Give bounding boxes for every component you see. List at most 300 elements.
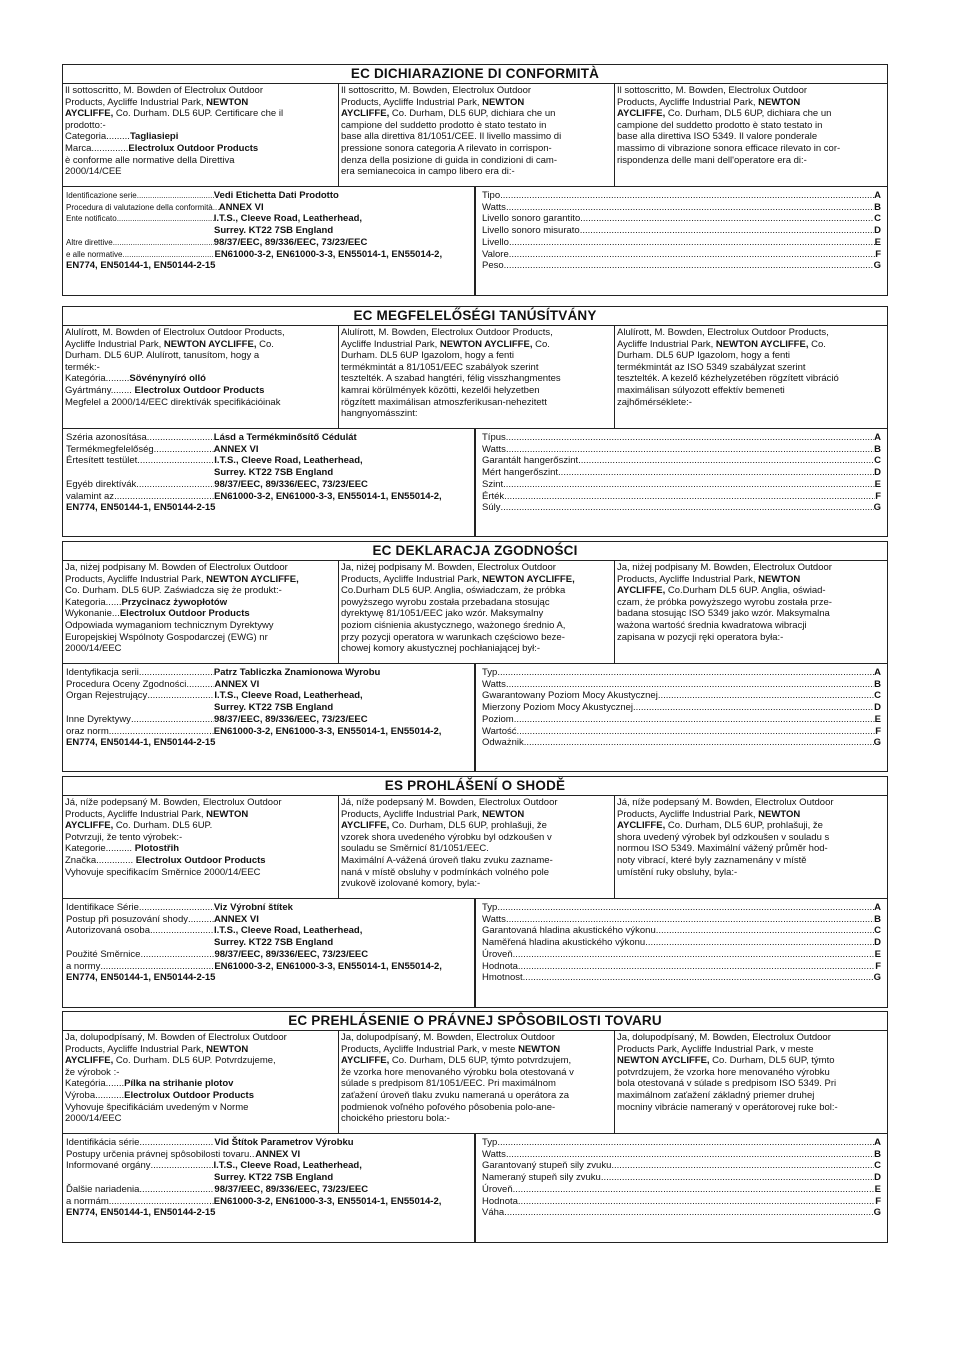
row-label: Identyfikacja serii bbox=[66, 667, 139, 678]
standards-continuation bbox=[66, 260, 471, 272]
measurement-row bbox=[482, 1196, 881, 1208]
measurement-row bbox=[482, 444, 881, 456]
dot-leader bbox=[518, 1196, 875, 1208]
declaration-line bbox=[617, 608, 885, 620]
bold-text: NEWTON AYCLIFFE, bbox=[439, 338, 533, 350]
bold-text: Electrolux Outdoor Products bbox=[135, 854, 266, 866]
measurement-letter: E bbox=[874, 713, 881, 725]
bold-text: NEWTON bbox=[758, 573, 801, 585]
measurement-row bbox=[482, 467, 881, 479]
line-text: Kategoria...... bbox=[65, 596, 122, 608]
certification-row bbox=[66, 479, 471, 491]
row-value: EN61000-3-2, EN61000-3-3, EN55014-1, EN55014-2, bbox=[213, 725, 442, 737]
declaration-line bbox=[341, 1113, 612, 1125]
declaration-line bbox=[617, 373, 885, 385]
dot-leader bbox=[506, 444, 874, 456]
declaration-line bbox=[65, 85, 336, 97]
line-text: Kategória....... bbox=[65, 1078, 125, 1090]
dot-leader bbox=[504, 260, 874, 272]
line-text: maximálisan súlyozott effektív bemeneti bbox=[617, 384, 785, 396]
declaration-line bbox=[341, 97, 612, 109]
line-text: Megfelel a 2000/14/EEC direktívák specifikációinak bbox=[65, 396, 281, 408]
line-text: Kategorie.......... bbox=[65, 843, 135, 855]
measurement-letter: D bbox=[874, 1172, 881, 1184]
row-label: Postupy určenia právnej spôsobilosti tovaru bbox=[66, 1148, 250, 1160]
declaration-line bbox=[341, 131, 612, 143]
line-text: Co. Durham, DL5 6UP, prohlašuji, že bbox=[389, 820, 547, 832]
declaration-line bbox=[341, 843, 612, 855]
line-text: Marca.............. bbox=[65, 142, 129, 154]
certification-row bbox=[66, 1160, 471, 1172]
address-text: Surrey. KT22 7SB England bbox=[214, 937, 334, 949]
declaration-line bbox=[617, 120, 885, 132]
row-value: ANNEX VI bbox=[214, 913, 259, 925]
bold-text: AYCLIFFE, bbox=[341, 820, 390, 832]
declaration-line bbox=[341, 809, 612, 821]
declaration-section bbox=[62, 541, 888, 772]
measurement-label: Hodnota bbox=[482, 1195, 518, 1207]
dot-leader bbox=[114, 491, 214, 503]
line-text: Products, Aycliffe Industrial Park, bbox=[65, 808, 207, 820]
dot-leader bbox=[497, 902, 874, 914]
declaration-line bbox=[65, 1067, 336, 1079]
declaration-line bbox=[65, 373, 336, 385]
measurement-label: Gwarantowany Poziom Mocy Akustycznej bbox=[482, 690, 658, 702]
bold-text: NEWTON bbox=[518, 1043, 561, 1055]
bold-text: AYCLIFFE, bbox=[617, 820, 666, 832]
measurement-label: Váha bbox=[482, 1207, 505, 1219]
declaration-line bbox=[65, 1102, 336, 1114]
declaration-line bbox=[65, 1090, 336, 1102]
declaration-line bbox=[341, 1067, 612, 1079]
declaration-line bbox=[341, 632, 612, 644]
measurement-letter: A bbox=[874, 1137, 881, 1148]
bold-text: NEWTON bbox=[482, 808, 525, 820]
row-value: I.T.S., Cleeve Road, Leatherhead, bbox=[213, 925, 363, 937]
line-text: era semianecoica in campo libero era di:- bbox=[341, 166, 515, 178]
measurement-rows bbox=[476, 664, 887, 772]
declaration-line bbox=[65, 643, 336, 655]
bold-text: NEWTON bbox=[482, 96, 525, 108]
declaration-line bbox=[617, 339, 885, 351]
dot-leader bbox=[601, 1172, 874, 1184]
measurement-rows bbox=[476, 1134, 887, 1243]
line-text: Alulírott, M. Bowden, Electrolux Outdoor Products, bbox=[341, 327, 553, 338]
line-text: poziom ciśnienia akustycznego, ważonego średnio A, bbox=[341, 619, 566, 631]
dot-leader bbox=[513, 949, 875, 961]
row-label: Egyéb direktívák bbox=[66, 478, 137, 490]
row-value: Vid Štítok Parametrov Výrobku bbox=[214, 1137, 354, 1148]
line-text: zaťažení úroveň tlaku zvuku nameraná u operátora za bbox=[341, 1089, 570, 1101]
declaration-columns bbox=[63, 326, 887, 429]
dot-leader bbox=[186, 679, 214, 691]
line-text: è conforme alle normative della Direttiva bbox=[65, 154, 235, 166]
declaration-line bbox=[341, 574, 612, 586]
line-text: chowej komory akustycznej pochłaniającej był:- bbox=[341, 643, 541, 655]
row-label: Termékmegfelelőség bbox=[66, 443, 154, 455]
line-text: Gyártmány........ bbox=[65, 384, 135, 396]
declaration-line bbox=[617, 1032, 885, 1044]
dot-leader bbox=[137, 190, 214, 202]
certification-row bbox=[66, 491, 471, 503]
line-text: Co. Durham, DL5 6UP, týmto bbox=[709, 1055, 835, 1067]
line-text: Ja, niżej podpisany M. Bowden, Electrolux Outdoor bbox=[617, 562, 832, 573]
certification-row bbox=[66, 726, 471, 738]
dot-leader bbox=[109, 726, 214, 738]
certification-row bbox=[66, 949, 471, 961]
measurement-letter: G bbox=[873, 737, 881, 749]
dot-leader bbox=[497, 667, 874, 679]
certification-details bbox=[63, 664, 476, 772]
line-text: Products, Aycliffe Industrial Park, bbox=[341, 573, 483, 585]
dot-leader bbox=[509, 249, 875, 261]
declaration-column-3 bbox=[615, 561, 887, 663]
row-value: I.T.S., Cleeve Road, Leatherhead, bbox=[214, 690, 363, 702]
declaration-line bbox=[617, 1044, 885, 1056]
row-value: Viz Výrobní štítek bbox=[213, 902, 293, 913]
line-text: Products, Aycliffe Industrial Park, v meste bbox=[341, 1043, 519, 1055]
dot-leader bbox=[514, 714, 875, 726]
line-text: Co. Durham, DL5 6UP, dichiara che un bbox=[665, 108, 832, 120]
declaration-line bbox=[65, 867, 336, 879]
dot-leader bbox=[139, 1137, 214, 1149]
dot-leader bbox=[497, 1137, 874, 1149]
row-value: Vedi Etichetta Dati Prodotto bbox=[213, 190, 339, 201]
declaration-line bbox=[617, 597, 885, 609]
bold-text: Tagliasiepi bbox=[129, 131, 179, 143]
line-text: zvukově izolované komory, byla:- bbox=[341, 878, 481, 890]
declaration-section bbox=[62, 64, 888, 296]
declaration-column-3 bbox=[615, 326, 887, 428]
address-continuation bbox=[66, 467, 471, 479]
bold-text: AYCLIFFE, bbox=[617, 108, 666, 120]
measurement-label: Tipo bbox=[482, 190, 501, 201]
declaration-line bbox=[341, 327, 612, 339]
line-text: Products Park, Aycliffe Industrial Park, v meste bbox=[617, 1043, 814, 1055]
declaration-line bbox=[617, 362, 885, 374]
dot-leader bbox=[150, 925, 214, 937]
measurement-label: Odważnik bbox=[482, 737, 524, 749]
measurement-row bbox=[482, 479, 881, 491]
certification-row bbox=[66, 455, 471, 467]
declaration-line bbox=[65, 362, 336, 374]
bold-text: AYCLIFFE, bbox=[341, 108, 390, 120]
measurement-label: Watts bbox=[482, 678, 506, 690]
measurement-row bbox=[482, 902, 881, 914]
measurement-label: Watts bbox=[482, 201, 506, 213]
line-text: vzorek shora uvedeného výrobku byl odzkoušen v bbox=[341, 831, 552, 843]
declaration-line bbox=[65, 1032, 336, 1044]
line-text: Products, Aycliffe Industrial Park, bbox=[341, 96, 483, 108]
standards-text: EN774, EN50144-1, EN50144-2-15 bbox=[66, 260, 216, 272]
measurement-letter: E bbox=[874, 236, 881, 248]
line-text: termékmintát az ISO 5349 szabályzat szerint bbox=[617, 361, 806, 373]
declaration-line bbox=[65, 1078, 336, 1090]
line-text: campione del suddetto prodotto è stato testato in bbox=[341, 119, 547, 131]
declaration-line bbox=[65, 855, 336, 867]
dot-leader bbox=[645, 937, 874, 949]
declaration-details bbox=[63, 664, 887, 772]
dot-leader bbox=[139, 667, 214, 679]
measurement-row bbox=[482, 702, 881, 714]
row-value: 98/37/EEC, 89/336/EEC, 73/23/EEC bbox=[214, 478, 368, 490]
line-text: campione del suddetto prodotto è stato testato in bbox=[617, 119, 823, 131]
measurement-letter: G bbox=[873, 972, 881, 984]
line-text: rögzített maximálisan atmoszferikusan-nehezitett bbox=[341, 396, 547, 408]
declaration-line bbox=[65, 574, 336, 586]
line-text: súlade s predpisom 81/1051/EEC. Pri maximálnom bbox=[341, 1078, 556, 1090]
declaration-line bbox=[65, 1113, 336, 1125]
measurement-row bbox=[482, 237, 881, 249]
measurement-rows bbox=[476, 899, 887, 1008]
certification-row bbox=[66, 213, 471, 225]
declaration-line bbox=[617, 350, 885, 362]
measurement-row bbox=[482, 667, 881, 679]
line-text: zajhőmérséklete:- bbox=[617, 396, 692, 408]
line-text: Products, Aycliffe Industrial Park, bbox=[341, 808, 483, 820]
declaration-line bbox=[617, 809, 885, 821]
declaration-column-2 bbox=[339, 561, 615, 663]
measurement-row bbox=[482, 972, 881, 984]
line-text: Značka.............. bbox=[65, 854, 136, 866]
measurement-label: Valore bbox=[482, 248, 509, 260]
dot-leader bbox=[506, 432, 874, 444]
row-label: Postup při posuzování shody bbox=[66, 913, 188, 925]
bold-text: AYCLIFFE, bbox=[65, 108, 114, 120]
declaration-line bbox=[617, 131, 885, 143]
line-text: Ja, dolupodpísaný, M. Bowden of Electrolux Outdoor bbox=[65, 1032, 287, 1043]
line-text: Alulírott, M. Bowden, Electrolux Outdoor Products, bbox=[617, 327, 829, 338]
declaration-line bbox=[617, 1067, 885, 1079]
line-text: termék:- bbox=[65, 361, 100, 373]
measurement-letter: A bbox=[874, 190, 881, 201]
bold-text: AYCLIFFE, bbox=[65, 1055, 114, 1067]
line-text: Co. Durham. DL5 6UP. Certificare che il bbox=[113, 108, 284, 120]
certification-row bbox=[66, 1184, 471, 1196]
dot-leader bbox=[113, 237, 214, 249]
line-text: že vzorka hore menovaného výrobku bola otestovaná v bbox=[341, 1066, 574, 1078]
line-text: Já, níže podepsaný M. Bowden, Electrolux Outdoor bbox=[341, 797, 558, 808]
row-label: Széria azonosítása bbox=[66, 432, 147, 443]
declaration-line bbox=[341, 585, 612, 597]
line-text: zapisana w pozycji ręki operatora była:- bbox=[617, 631, 784, 643]
declaration-line bbox=[341, 878, 612, 890]
line-text: czam, że próbka powyższego wyrobu została prze- bbox=[617, 596, 832, 608]
line-text: kamrai körülmények közötti, kezelői helyzetben bbox=[341, 384, 540, 396]
address-continuation bbox=[66, 1172, 471, 1184]
dot-leader bbox=[513, 1184, 875, 1196]
certification-row bbox=[66, 444, 471, 456]
dot-leader bbox=[506, 1149, 874, 1161]
certification-row bbox=[66, 249, 471, 261]
row-value: 98/37/EEC, 89/336/EEC, 73/23/EEC bbox=[213, 236, 368, 248]
line-text: tesztelték. A szabad hangtéri, félig visszhangmentes bbox=[341, 373, 561, 385]
row-label: Identifikácia série bbox=[66, 1137, 140, 1148]
measurement-label: Hodnota bbox=[482, 960, 518, 972]
declaration-line bbox=[617, 843, 885, 855]
certification-row bbox=[66, 714, 471, 726]
line-text: Wykonanie... bbox=[65, 608, 120, 620]
measurement-label: Watts bbox=[482, 913, 506, 925]
line-text: pressione sonora categoria A rilevato in corrispon- bbox=[341, 142, 552, 154]
row-value: Patrz Tabliczka Znamionowa Wyrobu bbox=[213, 667, 381, 678]
measurement-row bbox=[482, 432, 881, 444]
declaration-line bbox=[617, 562, 885, 574]
declaration-line bbox=[341, 1090, 612, 1102]
certification-row bbox=[66, 202, 471, 214]
line-text: noty vibrací, které byly zaznamenány v místě bbox=[617, 854, 807, 866]
measurement-row bbox=[482, 679, 881, 691]
certification-row bbox=[66, 667, 471, 679]
measurement-row bbox=[482, 925, 881, 937]
certification-row bbox=[66, 432, 471, 444]
declaration-column-1 bbox=[63, 796, 339, 898]
declaration-column-2 bbox=[339, 84, 615, 186]
line-text: Categoria......... bbox=[65, 131, 130, 143]
row-value: I.T.S., Cleeve Road, Leatherhead, bbox=[214, 455, 363, 467]
row-value: 98/37/EEC, 89/336/EEC, 73/23/EEC bbox=[213, 713, 368, 725]
row-label: oraz norm bbox=[66, 725, 109, 737]
row-value: Lásd a Termékminősítő Cédulát bbox=[213, 432, 357, 443]
address-continuation bbox=[66, 225, 471, 237]
line-text: Ja, dolupodpísaný, M. Bowden, Electrolux Outdoor bbox=[617, 1032, 831, 1043]
address-text: Surrey. KT22 7SB England bbox=[214, 702, 334, 714]
line-text: podmienok voľného poľového pôsobenia polo-ane- bbox=[341, 1101, 556, 1113]
address-text: Surrey. KT22 7SB England bbox=[214, 1172, 334, 1184]
measurement-row bbox=[482, 202, 881, 214]
certification-row bbox=[66, 961, 471, 973]
declaration-line bbox=[617, 832, 885, 844]
declaration-line bbox=[65, 832, 336, 844]
section-title: ES PROHLÁŠENÍ O SHODĚ bbox=[63, 777, 887, 796]
declaration-line bbox=[65, 1044, 336, 1056]
row-label: Procedura Oceny Zgodności bbox=[66, 678, 187, 690]
measurement-letter: C bbox=[874, 1160, 881, 1172]
measurement-row bbox=[482, 914, 881, 926]
dot-leader bbox=[109, 1196, 214, 1208]
measurement-letter: E bbox=[874, 1183, 881, 1195]
row-value: EN61000-3-2, EN61000-3-3, EN55014-1, EN55014-2, bbox=[214, 960, 442, 972]
measurement-letter: G bbox=[873, 502, 881, 514]
declaration-line bbox=[617, 385, 885, 397]
measurement-row bbox=[482, 1184, 881, 1196]
declaration-line bbox=[341, 155, 612, 167]
line-text: naná v místě obsluhy v podmínkách volného pole bbox=[341, 866, 550, 878]
line-text: Il sottoscritto, M. Bowden of Electrolux Outdoor bbox=[65, 85, 264, 96]
declaration-line bbox=[65, 131, 336, 143]
row-label: Informované orgány bbox=[66, 1160, 151, 1172]
declaration-line bbox=[65, 797, 336, 809]
row-value: EN61000-3-2, EN61000-3-3, EN55014-1, EN55014-2, bbox=[213, 1195, 442, 1207]
row-value: I.T.S., Cleeve Road, Leatherhead, bbox=[213, 1160, 362, 1172]
dot-leader bbox=[131, 714, 214, 726]
measurement-label: Szint bbox=[482, 478, 504, 490]
measurement-label: Peso bbox=[482, 260, 504, 272]
bold-text: Plotostřih bbox=[134, 843, 180, 855]
line-text: maximálnom zaťažení základný priemer druhej bbox=[617, 1089, 815, 1101]
line-text: prodotto:- bbox=[65, 119, 106, 131]
measurement-rows bbox=[476, 187, 887, 296]
declaration-line bbox=[617, 1078, 885, 1090]
line-text: Aycliffe Industrial Park, bbox=[341, 338, 440, 350]
certification-row bbox=[66, 190, 471, 202]
dot-leader bbox=[656, 925, 874, 937]
line-text: bola otestovaná v súlade s predpisom ISO 5349. Pri bbox=[617, 1078, 837, 1090]
declaration-line bbox=[65, 809, 336, 821]
standards-text: EN774, EN50144-1, EN50144-2-15 bbox=[66, 1207, 216, 1219]
declaration-line bbox=[617, 155, 885, 167]
declaration-column-2 bbox=[339, 796, 615, 898]
measurement-letter: B bbox=[874, 1148, 881, 1160]
standards-continuation bbox=[66, 972, 471, 984]
measurement-label: Garantált hangerőszint bbox=[482, 455, 579, 467]
declaration-line bbox=[65, 397, 336, 409]
line-text: Ja, niżej podpisany M. Bowden, Electrolux Outdoor bbox=[341, 562, 556, 573]
row-value: ANNEX VI bbox=[214, 678, 260, 690]
row-value: 98/37/EEC, 89/336/EEC, 73/23/EEC bbox=[214, 1183, 369, 1195]
measurement-label: Garantovaný stupeň sily zvuku bbox=[482, 1160, 612, 1172]
line-text: Il sottoscritto, M. Bowden, Electrolux Outdoor bbox=[341, 85, 532, 96]
row-label: Altre direttive bbox=[66, 237, 113, 247]
line-text: 2000/14/EEC bbox=[65, 1113, 122, 1125]
row-value: ANNEX VI bbox=[218, 201, 264, 213]
declaration-line bbox=[617, 867, 885, 879]
certification-row bbox=[66, 1149, 471, 1161]
line-text: Co. Durham, DL5 6UP, dichiara che un bbox=[389, 108, 556, 120]
measurement-letter: C bbox=[874, 925, 881, 937]
declaration-column-3 bbox=[615, 84, 887, 186]
dot-leader bbox=[154, 444, 214, 456]
declaration-line bbox=[65, 339, 336, 351]
measurement-row bbox=[482, 249, 881, 261]
declaration-line bbox=[341, 1032, 612, 1044]
measurement-row bbox=[482, 225, 881, 237]
declaration-line bbox=[341, 620, 612, 632]
measurement-row bbox=[482, 213, 881, 225]
row-label: Inne Dyrektywy bbox=[66, 713, 131, 725]
declaration-line bbox=[65, 632, 336, 644]
declaration-column-1 bbox=[63, 84, 339, 186]
measurement-label: Typ bbox=[482, 667, 498, 678]
row-value: EN61000-3-2, EN61000-3-3, EN55014-1, EN55014-2, bbox=[214, 248, 443, 260]
dot-leader bbox=[136, 479, 214, 491]
measurement-label: Nameraný stupeň sily zvuku bbox=[482, 1172, 601, 1184]
dot-leader bbox=[500, 190, 874, 202]
measurement-letter: G bbox=[873, 1207, 881, 1219]
dot-leader bbox=[188, 914, 214, 926]
bold-text: AYCLIFFE, bbox=[65, 820, 114, 832]
certification-row bbox=[66, 1137, 471, 1149]
measurement-letter: F bbox=[875, 1195, 881, 1207]
bold-text: Electrolux Outdoor Products bbox=[124, 1089, 254, 1101]
line-text: Co. Durham. DL5 6UP. Potvrdzujeme, bbox=[113, 1055, 276, 1067]
line-text: Co.Durham DL5 6UP. Anglia, oświad- bbox=[665, 585, 826, 597]
measurement-letter: D bbox=[874, 467, 881, 479]
declaration-line bbox=[617, 85, 885, 97]
measurement-row bbox=[482, 1160, 881, 1172]
declaration-line bbox=[617, 397, 885, 409]
bold-text: NEWTON bbox=[206, 96, 249, 108]
dot-leader bbox=[100, 961, 214, 973]
line-text: rispondenza delle mani dell'operatore era di:- bbox=[617, 154, 807, 166]
measurement-row bbox=[482, 949, 881, 961]
declaration-line bbox=[341, 1102, 612, 1114]
line-text: Alulírott, M. Bowden of Electrolux Outdoor Products, bbox=[65, 327, 285, 338]
row-label: Autorizovaná osoba bbox=[66, 925, 150, 937]
line-text: denza della posizione di guida in condizioni di cam- bbox=[341, 154, 557, 166]
row-value: EN61000-3-2, EN61000-3-3, EN55014-1, EN55014-2, bbox=[214, 490, 442, 502]
row-value: I.T.S., Cleeve Road, Leatherhead, bbox=[213, 213, 363, 225]
